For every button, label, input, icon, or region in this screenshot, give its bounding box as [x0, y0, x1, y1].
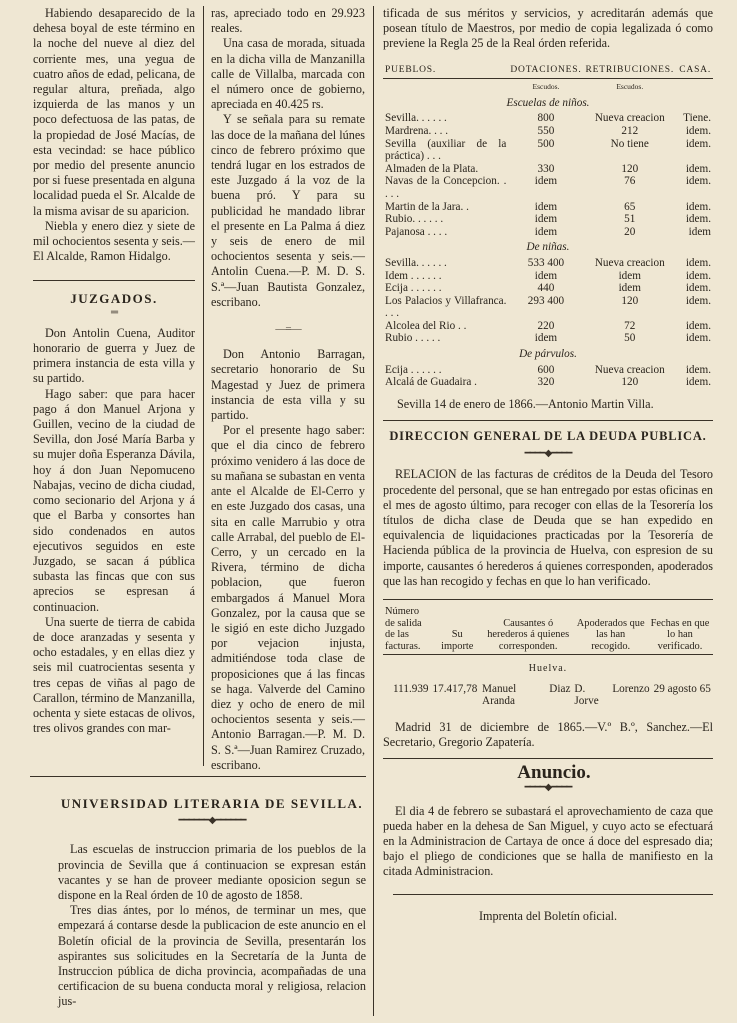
continuation-text: ras, apreciado todo en 29.923 reales.	[211, 6, 365, 36]
table-row	[383, 213, 713, 226]
retribucion-cell: 120	[621, 162, 639, 175]
casa-cell: idem.	[685, 363, 711, 376]
right-column	[383, 6, 713, 924]
pueblo-cell: Rubio . . . . .	[385, 332, 441, 345]
dotacion-cell: 550	[537, 124, 555, 137]
table-row	[383, 175, 713, 200]
retribucion-cell: 120	[621, 376, 639, 389]
deuda-relacion: RELACION de las facturas de créditos de la Deuda del Tesoro procedente del personal, que se han entregado por estas oficinas en el mes de agosto último, para recoger con ellas de la Tesorería los títulos de dicha clase de Deuda que se han expedido en equivalencia de liquidaciones practicadas por la Tesorería de Hacienda pública de la provincia de Huelva, con espresion de su importe, causantes ó herederos á quienes corresponden, apoderados que las han recogido y fechas en que lo han verificado.	[383, 467, 713, 588]
imprenta: Imprenta del Boletín oficial.	[478, 908, 618, 923]
vacancies-table	[383, 64, 713, 389]
pueblo-cell: Navas de la Concepcion. . . . .	[385, 175, 507, 200]
barragan-body: Por el presente hago saber: que el dia cinco de febrero próximo venidero á las doce de su mañana se subastan en venta ante el Alcalde de El-Cerro y en este Juzgado dos casas, una sita en calle Marrubio y otra calle Arrabal, del pueblo de El-Cerro, y un cercado en la Rivera, término de dicha poblacion, que fueron embargados á Manuel Mora Gonzalez, por la causa que se le sigió en este dicho Juzgado por vejacion injusta, admitiéndose toda clase de proposiciones que á las fincas se haga. Valverde del Camino diez y ocho de enero de mil ochocientos sesenta y seis.—Antonio Barragan.—P. M. D. S. S.ª—Juan Ramirez Cruzado, escribano.	[211, 423, 365, 772]
niebla-signature: Niebla y enero diez y siete de mil ochocientos sesenta y seis.—El Alcalde, Ramon Hidalgo.	[33, 218, 195, 264]
pueblo-cell: Martin de la Jara. .	[385, 200, 469, 213]
retribucion-cell: Nueva creacion	[594, 112, 665, 125]
deuda-col-numero: Número de salida de las facturas.	[385, 606, 422, 652]
rule	[393, 894, 713, 895]
dotacion-cell: 533 400	[527, 256, 565, 269]
col-casa: CASA.	[676, 64, 713, 79]
section-parvulos: De párvulos.	[519, 348, 577, 361]
left-column	[33, 6, 195, 736]
column-divider-left	[203, 6, 204, 766]
pueblo-cell: Ecija . . . . . .	[385, 282, 442, 295]
retribucion-cell: No tiene	[610, 137, 649, 150]
ornament: ━━━━◆━━━━	[524, 448, 572, 460]
section-ninos: Escuelas de niños.	[506, 96, 590, 109]
casa-cell: idem.	[685, 282, 711, 295]
pueblo-cell: Rubio. . . . . .	[385, 213, 444, 226]
retribucion-cell: 65	[624, 200, 636, 213]
universidad-para-2: Tres dias ántes, por lo ménos, de terminar un mes, que empezará á contarse desde la publicacion de este anuncio en el Boletín oficial de la provincia de Sevilla, presentarán los aspirantes sus solicitudes en la Secretaría de la Junta de Instruccion pública de dicha provincia, acompañadas de una certificacion de su buena conducta moral y religiosa, relacion jus-	[58, 903, 366, 1009]
ornament: ━━━━◆━━━━	[524, 782, 572, 794]
casa-cell: idem.	[685, 269, 711, 282]
retribucion-cell: 20	[624, 225, 636, 238]
rule	[383, 599, 713, 600]
col-pueblos: PUEBLOS.	[383, 64, 508, 79]
casa-cell: idem	[688, 225, 711, 238]
deuda-col-causantes: Causantes ó herederos á quienes corresponden.	[487, 617, 570, 652]
retribucion-cell: 50	[624, 332, 636, 345]
finca-description: Una suerte de tierra de cabida de doce aranzadas y sesenta y ocho estadales, y en ellas diez y seis mil cuatrocientas sesenta y tres cepas de viñas al pago de Carallon, término de Manzanilla, ochenta y siete estacas de olivos, tres olivos grandes con mar-	[33, 614, 195, 736]
deuda-heading: DIRECCION GENERAL DE LA DEUDA PUBLICA.	[389, 429, 707, 444]
table-row	[383, 295, 713, 320]
retribucion-cell: 72	[624, 319, 636, 332]
section-ninas: De niñas.	[526, 241, 570, 254]
juzgados-heading: JUZGADOS.	[70, 291, 158, 307]
juzgado-body: Hago saber: que para hacer pago á don Manuel Arjona y Guillen, vecino de la ciudad de Sevilla, don José María Barba y su mujer doña Esperanza Dávila, hoy á don Juan Nepomuceno Nabajas, vecino de dicha ciudad, como secionario del Arjona y á que el Barba y consortes han sido condenados en autos ejecutivos seguidos en este Juzgado, se sacan á pública subasta las fincas que con sus aprecios se espresan á continuacion.	[33, 386, 195, 614]
dotacion-cell: idem	[534, 213, 558, 226]
table-row	[383, 112, 713, 125]
separator: —=—	[275, 323, 301, 336]
retribucion-cell: idem	[618, 282, 641, 295]
column-divider-right	[373, 6, 374, 1016]
deuda-col-importe: Su importe	[441, 629, 474, 652]
casa-description: Una casa de morada, situada en la dicha villa de Manzanilla calle de Villalba, marcada con el número once de gobierno, apreciada en 40.425 rs.	[211, 36, 365, 112]
deuda-signature: Madrid 31 de diciembre de 1865.—V.º B.º, Sanchez.—El Secretario, Gregorio Zapatería.	[383, 719, 713, 750]
dotacion-cell: 330	[537, 162, 555, 175]
dotacion-cell: idem	[534, 175, 558, 188]
table-row	[383, 364, 713, 377]
remate-notice: Y se señala para su remate las doce de la mañana del lúnes cinco de febrero próximo que tendrá lugar en los estrados de este Juzgado á la voz de la buena pró. Y para su publicidad he mandado librar el presente en La Palma á diez y seis de enero de mil ochocientos sesenta y seis.—Antolin Cuena.—P. M. D. S. S.ª—Juan Bautista Gonzalez, escribano.	[211, 112, 365, 309]
pueblo-cell: Mardrena. . . .	[385, 124, 449, 137]
barragan-title: Don Antonio Barragan, secretario honorario de Su Magestad y Juez de primera instancia de esta villa y su partido.	[211, 347, 365, 423]
rule	[383, 654, 713, 655]
retribucion-cell: Nueva creacion	[594, 363, 665, 376]
pueblo-cell: Alcolea del Rio . .	[385, 319, 467, 332]
casa-cell: idem.	[685, 200, 711, 213]
deuda-causante: Manuel Diaz Aranda	[482, 682, 571, 708]
casa-cell: idem.	[685, 162, 711, 175]
table-row	[383, 163, 713, 176]
casa-cell: idem.	[685, 294, 711, 307]
universidad-section	[58, 796, 366, 1010]
deuda-apoderado: D. Lorenzo Jorve	[574, 682, 650, 708]
dotacion-cell: 220	[537, 319, 555, 332]
pueblo-cell: Almaden de la Plata.	[385, 162, 479, 175]
deuda-col-fechas: Fechas en que lo han verificado.	[650, 617, 710, 652]
deuda-col-apoderados: Apoderados que las han recogido.	[576, 617, 645, 652]
table-row	[383, 320, 713, 333]
yegua-notice: Habiendo desaparecido de la dehesa boyal de este término en la noche del nueve al diez del corriente mes, una yegua de cuatro años de edad, pelicana, de regular altura, preñada, algo izquierda de las manos y un poco defectuosa de las patas, de la propiedad de José Macías, de esta vecindad: se hace público por medio del presente anuncio por si fuese presentada en alguna localidad pueda el Sr. Alcalde de la misma avisar de su aparicion.	[33, 6, 195, 218]
table-row	[383, 226, 713, 239]
universidad-para-1: Las escuelas de instruccion primaria de los pueblos de la provincia de Sevilla que á continuacion se expresan están vacantes y se han de proveer mediante oposicion segun se dispone en la Real órden de 10 de agosto de 1858.	[58, 842, 366, 903]
retribucion-cell: 212	[621, 124, 639, 137]
dotacion-cell: idem	[534, 269, 558, 282]
ornament: ═	[110, 306, 118, 318]
pueblo-cell: Sevilla. . . . . .	[385, 256, 447, 269]
pueblo-cell: Pajanosa . . . .	[385, 225, 448, 238]
casa-cell: idem.	[685, 256, 711, 269]
dotacion-cell: 440	[537, 282, 555, 295]
deuda-importe: 17.417,78	[432, 682, 478, 695]
pueblo-cell: Los Palacios y Villafranca. . . .	[385, 294, 507, 320]
table-row	[383, 257, 713, 270]
anuncio-heading: Anuncio.	[517, 762, 591, 784]
col-dotaciones: DOTACIONES.	[508, 64, 583, 79]
intro-text: tificada de sus méritos y servicios, y acreditarán además que posean título de Maestros, por medio de copia legalizada ó como previene la Regla 25 de la Real órden referida.	[383, 6, 713, 51]
table-signature: Sevilla 14 de enero de 1866.—Antonio Martin Villa.	[397, 396, 654, 411]
dotacion-cell: 800	[537, 112, 555, 125]
dotacion-cell: 500	[537, 137, 555, 150]
casa-cell: idem.	[685, 175, 711, 188]
casa-cell: Tiene.	[683, 112, 711, 125]
deuda-table	[383, 606, 713, 652]
subheader-escudos: Escudos.	[532, 82, 560, 92]
dotacion-cell: idem	[534, 200, 558, 213]
casa-cell: idem.	[685, 213, 711, 226]
table-row	[383, 138, 713, 163]
rule	[33, 280, 195, 281]
subheader-escudos: Escudos.	[616, 82, 644, 92]
retribucion-cell: 51	[624, 213, 636, 226]
table-row	[383, 282, 713, 295]
deuda-data-row	[383, 683, 713, 708]
col-retribuciones: RETRIBUCIONES.	[584, 64, 677, 79]
deuda-fecha: 29 agosto 65	[653, 682, 711, 695]
dotacion-cell: idem	[534, 332, 558, 345]
casa-cell: idem.	[685, 137, 711, 150]
table-row	[383, 376, 713, 389]
deuda-place: Huelva.	[528, 663, 568, 675]
middle-column	[211, 6, 365, 773]
dotacion-cell: 600	[537, 363, 555, 376]
pueblo-cell: Idem . . . . . .	[385, 269, 442, 282]
casa-cell: idem.	[685, 319, 711, 332]
pueblo-cell: Sevilla. . . . . .	[385, 112, 447, 125]
ornament: ━━━━━━◆━━━━━━	[178, 815, 246, 827]
dotacion-cell: 293 400	[527, 294, 565, 307]
universidad-heading: UNIVERSIDAD LITERARIA DE SEVILLA.	[60, 796, 364, 811]
retribucion-cell: 120	[621, 294, 639, 307]
dotacion-cell: idem	[534, 225, 558, 238]
pueblo-cell: Ecija . . . . . .	[385, 363, 442, 376]
pueblo-cell: Sevilla (auxiliar de la práctica) . . .	[385, 137, 507, 163]
casa-cell: idem.	[685, 332, 711, 345]
anuncio-text: El dia 4 de febrero se subastará el aprovechamiento de caza que pueda haber en la dehesa de San Miguel, y cuyo acto se efectuará en la Administracion de Cartaya de once á doce del espresado dia; bajo el pliego de condiciones que se halla de manifiesto en la citada Administracion.	[383, 803, 713, 879]
casa-cell: idem.	[685, 124, 711, 137]
retribucion-cell: idem	[618, 269, 641, 282]
retribucion-cell: 76	[624, 175, 636, 188]
rule	[383, 420, 713, 421]
dotacion-cell: 320	[537, 376, 555, 389]
casa-cell: idem.	[685, 376, 711, 389]
deuda-numero: 111.939	[393, 682, 429, 695]
table-row	[383, 332, 713, 345]
juzgado-title: Don Antolin Cuena, Auditor honorario de guerra y Juez de primera instancia de esta villa y su partido.	[33, 325, 195, 386]
rule	[383, 758, 713, 759]
retribucion-cell: Nueva creacion	[594, 256, 665, 269]
table-row	[383, 125, 713, 138]
section-divider	[30, 776, 366, 777]
table-row	[383, 270, 713, 283]
table-row	[383, 201, 713, 214]
pueblo-cell: Alcalá de Guadaira .	[385, 376, 477, 389]
